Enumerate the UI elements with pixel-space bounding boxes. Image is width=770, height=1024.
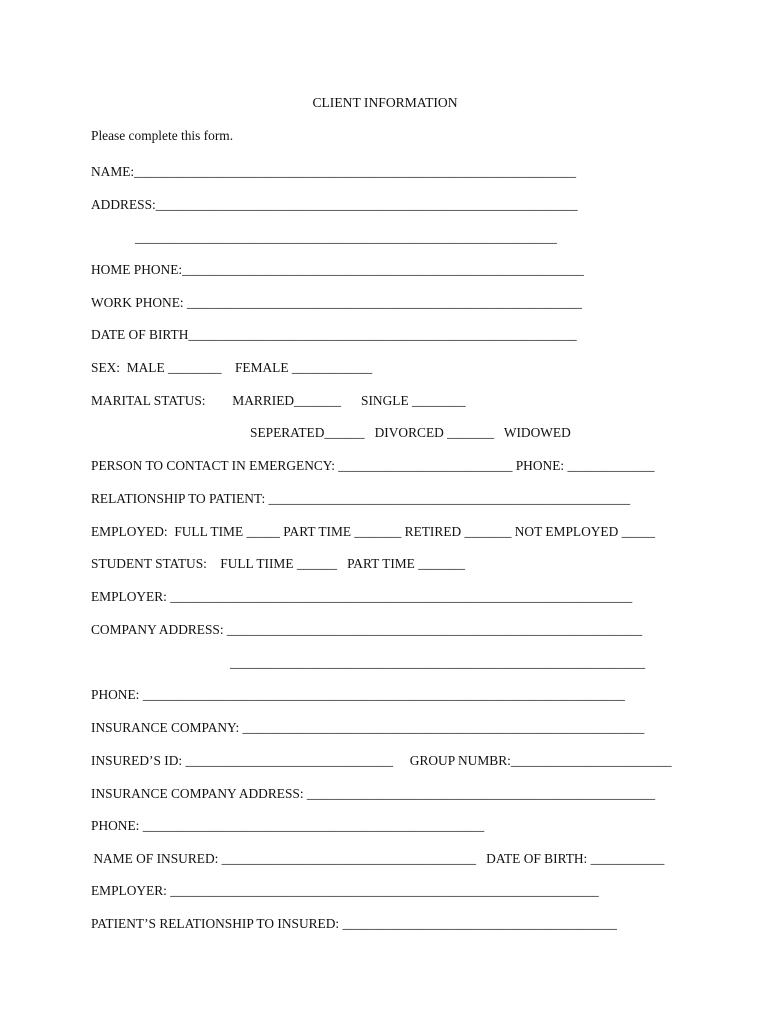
insurance-company-address-line: INSURANCE COMPANY ADDRESS: ____________________________________________________: [91, 786, 656, 801]
company-address-line-1: COMPANY ADDRESS: ______________________________________________________________: [91, 622, 643, 637]
name-line: NAME:__________________________________________________________________: [91, 164, 577, 179]
home-phone-line: HOME PHONE:____________________________________________________________: [91, 262, 584, 277]
employer-line: EMPLOYER: _____________________________________________________________________: [91, 589, 633, 604]
phone-line: PHONE: ________________________________________________________________________: [91, 687, 625, 702]
marital-status-line: MARITAL STATUS: MARRIED_______ SINGLE ________: [91, 393, 466, 408]
emergency-contact-line: PERSON TO CONTACT IN EMERGENCY: __________________________ PHONE: _____________: [91, 458, 655, 473]
patient-relationship-to-insured-line: PATIENT’S RELATIONSHIP TO INSURED: _________________________________________: [91, 916, 617, 931]
sex-line: SEX: MALE ________ FEMALE ____________: [91, 360, 373, 375]
company-address-line-2: ______________________________________________________________: [230, 655, 646, 670]
work-phone-line: WORK PHONE: ___________________________________________________________: [91, 295, 582, 310]
insurance-phone-line: PHONE: ___________________________________________________: [91, 818, 485, 833]
form-title: CLIENT INFORMATION: [312, 95, 458, 110]
insurance-company-line: INSURANCE COMPANY: ____________________________________________________________: [91, 720, 645, 735]
name-of-insured-line: NAME OF INSURED: ______________________________________ DATE OF BIRTH: ___________: [90, 851, 665, 866]
address-line-1: ADDRESS:_______________________________________________________________: [91, 197, 578, 212]
insured-id-line: INSURED’S ID: _______________________________ GROUP NUMBR:________________________: [91, 753, 672, 768]
instructions: Please complete this form.: [91, 128, 234, 143]
address-line-2: _______________________________________________________________: [135, 230, 557, 245]
employed-line: EMPLOYED: FULL TIME _____ PART TIME _______ RETIRED _______ NOT EMPLOYED _____: [91, 524, 656, 539]
date-of-birth-line: DATE OF BIRTH__________________________________________________________: [91, 327, 577, 342]
relationship-to-patient-line: RELATIONSHIP TO PATIENT: ______________________________________________________: [91, 491, 631, 506]
marital-status-line-2: SEPERATED______ DIVORCED _______ WIDOWED: [250, 425, 571, 440]
student-status-line: STUDENT STATUS: FULL TIIME ______ PART TIME _______: [91, 556, 466, 571]
insured-employer-line: EMPLOYER: ________________________________________________________________: [91, 883, 599, 898]
